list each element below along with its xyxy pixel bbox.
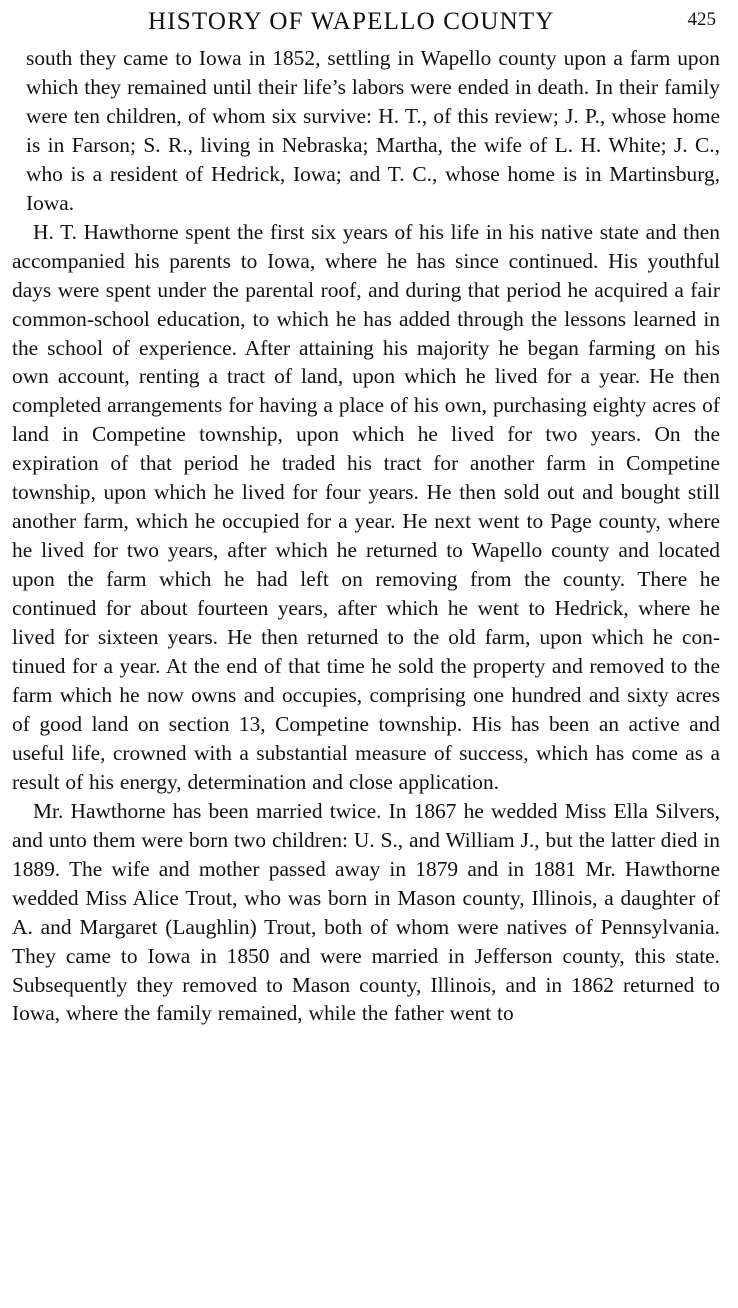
paragraph-continued: south they came to Iowa in 1852, settling in Wapello county upon a farm upon which they remained until their life’s labors were ended in death. In their family were ten children, of whom six survive: H. T., of this review; J. P., whose home is in Farson; S. R., living in Nebraska; Martha, the wife of L. H. White; J. C., who is a resident of Hedrick, Iowa; and T. C., whose home is in Martinsburg, Iowa. — [26, 46, 720, 215]
running-header — [12, 4, 720, 44]
paragraph-career: H. T. Hawthorne spent the first six years of his life in his native state and then accompanied his parents to Iowa, where he has since continued. His youthful days were spent under the parental roof, and during that period he acquired a fair common-school education, to which he has added through the lessons learned in the school of experience. After attaining his majority he began farming on his own account, renting a tract of land, upon which he lived for a year. He then completed arrangements for having a place of his own, purchasing eighty acres of land in Competine township, upon which he lived for two years. On the expiration of that period he traded his tract for another farm in Competine township, upon which he lived for four years. He then sold out and bought still another farm, which he occupied for a year. He next went to Page county, where he lived for two years, after which he returned to Wapello county and located upon the farm which he had left on removing from the county. There he continued for about fourteen years, after which he went to Hedrick, where he lived for sixteen years. He then returned to the old farm, upon which he continued for a year. At the end of that time he sold the property and removed to the farm which he now owns and occupies, comprising one hundred and sixty acres of good land on section 13, Competine township. His has been an active and useful life, crowned with a substantial measure of success, which has come as a result of his energy, determination and close application. — [12, 219, 720, 794]
body-text — [12, 44, 720, 1028]
page-number: 425 — [687, 9, 716, 30]
paragraph-marriage: Mr. Hawthorne has been married twice. In 1867 he wedded Miss Ella Silvers, and unto them were born two children: U. S., and William J., but the latter died in 1889. The wife and mother passed away in 1879 and in 1881 Mr. Hawthorne wedded Miss Alice Trout, who was born in Mason county, Illinois, a daughter of A. and Margaret (Laughlin) Trout, both of whom were natives of Pennsylvania. They came to Iowa in 1850 and were married in Jefferson county, this state. Subsequently they removed to Mason county, Illinois, and in 1862 returned to Iowa, where the family remained, while the father went to — [12, 798, 720, 1026]
running-title: HISTORY OF WAPELLO COUNTY — [148, 8, 555, 35]
